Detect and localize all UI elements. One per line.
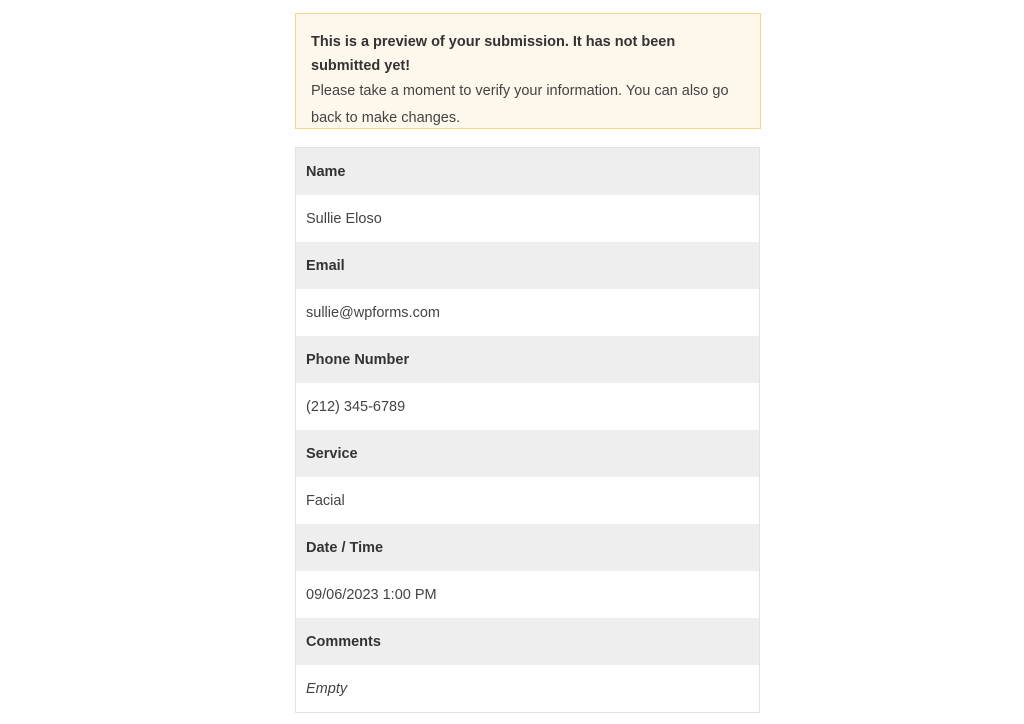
notice-title: This is a preview of your submission. It has not been submitted yet! xyxy=(311,34,676,74)
preview-notice xyxy=(295,13,761,129)
notice-message: Please take a moment to verify your information. You can also go back to make changes. xyxy=(311,83,729,126)
field-value-service: Facial xyxy=(296,477,759,524)
field-value-email: sullie@wpforms.com xyxy=(296,289,759,336)
field-value-name: Sullie Eloso xyxy=(296,195,759,242)
field-label-service: Service xyxy=(296,430,759,477)
field-label-name: Name xyxy=(296,148,759,195)
field-label-phone: Phone Number xyxy=(296,336,759,383)
field-label-datetime: Date / Time xyxy=(296,524,759,571)
field-label-comments: Comments xyxy=(296,618,759,665)
field-label-email: Email xyxy=(296,242,759,289)
field-value-comments: Empty xyxy=(296,665,759,712)
submission-preview-table xyxy=(295,147,760,713)
field-value-datetime: 09/06/2023 1:00 PM xyxy=(296,571,759,618)
field-value-phone: (212) 345-6789 xyxy=(296,383,759,430)
